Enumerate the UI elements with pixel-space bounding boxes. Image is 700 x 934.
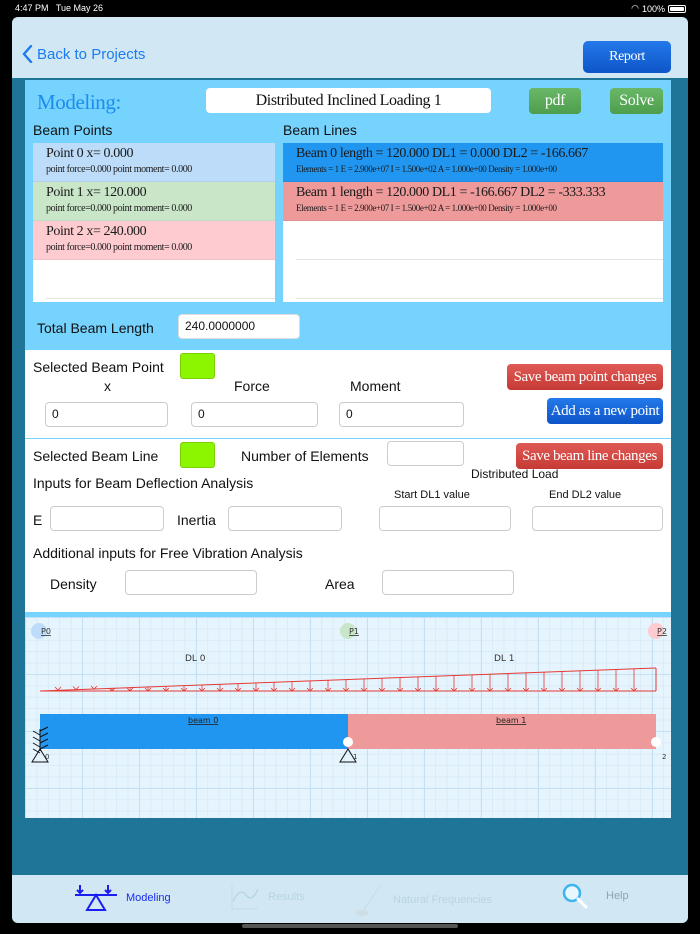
- save-beam-point-button[interactable]: Save beam point changes: [507, 364, 663, 390]
- project-name-field[interactable]: Distributed Inclined Loading 1: [206, 88, 491, 113]
- navigation-bar: [12, 17, 688, 79]
- graph-icon: [230, 883, 260, 911]
- node-1: [343, 737, 353, 747]
- density-label: Density: [50, 576, 97, 592]
- distributed-load-label: Distributed Load: [471, 467, 559, 481]
- beam-line-row[interactable]: Beam 1 length = 120.000 DL1 = -166.667 DL2 = -333.333 Elements = 1 E = 2.900e+07 I = 1.500e+02 A = 1.000e+00 Density = 1.000e+00: [283, 182, 663, 221]
- svg-text:P2: P2: [657, 627, 667, 636]
- moment-input[interactable]: 0: [339, 402, 464, 427]
- report-button[interactable]: Report: [583, 41, 671, 73]
- area-label: Area: [325, 576, 355, 592]
- tab-modeling[interactable]: Modeling: [74, 883, 171, 913]
- battery-percent: 100%: [641, 3, 665, 14]
- back-to-projects-button[interactable]: [22, 45, 145, 63]
- x-label: x: [104, 378, 111, 394]
- selected-beam-point-label: Selected Beam Point: [33, 359, 164, 375]
- svg-text:0: 0: [45, 753, 50, 761]
- beam-points-list[interactable]: [33, 143, 275, 302]
- magnifier-icon: [562, 883, 588, 909]
- pdf-button[interactable]: pdf: [529, 88, 581, 114]
- total-beam-length-label: Total Beam Length: [37, 320, 154, 336]
- tab-bar: [12, 875, 688, 923]
- force-label: Force: [234, 378, 270, 394]
- node-2: [651, 737, 661, 747]
- home-indicator[interactable]: [242, 924, 458, 928]
- tab-natural-frequencies[interactable]: Natural Frequencies: [355, 883, 492, 917]
- svg-text:DL 1: DL 1: [494, 654, 515, 664]
- start-dl1-label: Start DL1 value: [394, 489, 470, 501]
- number-of-elements-input[interactable]: [387, 441, 464, 466]
- save-beam-line-button[interactable]: Save beam line changes: [516, 443, 663, 469]
- balance-beam-icon: [74, 883, 118, 913]
- back-label: Back to Projects: [37, 45, 146, 63]
- beam-point-row[interactable]: Point 0 x= 0.000 point force=0.000 point moment= 0.000: [33, 143, 275, 182]
- e-input[interactable]: [50, 506, 164, 531]
- e-label: E: [33, 512, 43, 528]
- beam-lines-list[interactable]: [283, 143, 663, 302]
- status-time: 4:47 PM Tue May 26: [15, 3, 104, 13]
- section-divider: [25, 438, 671, 439]
- empty-row: [46, 260, 275, 299]
- x-input[interactable]: 0: [45, 402, 168, 427]
- area-input[interactable]: [382, 570, 514, 595]
- battery-icon: [668, 5, 686, 13]
- status-right: [631, 3, 686, 14]
- density-input[interactable]: [125, 570, 257, 595]
- end-dl2-input[interactable]: [532, 506, 663, 531]
- solve-button[interactable]: Solve: [610, 88, 663, 114]
- add-new-point-button[interactable]: Add as a new point: [547, 398, 663, 424]
- app-window: [12, 17, 688, 923]
- tab-help[interactable]: Help: [562, 883, 629, 909]
- model-overview-section: [25, 80, 671, 350]
- selected-point-color-swatch[interactable]: [180, 353, 215, 379]
- force-input[interactable]: 0: [191, 402, 318, 427]
- editor-section: [25, 350, 671, 612]
- beam-line-row[interactable]: Beam 0 length = 120.000 DL1 = 0.000 DL2 = -166.667 Elements = 1 E = 2.900e+07 I = 1.500e+02 A = 1.000e+00 Density = 1.000e+00: [283, 143, 663, 182]
- number-of-elements-label: Number of Elements: [241, 448, 369, 464]
- beam-point-row[interactable]: Point 2 x= 240.000 point force=0.000 point moment= 0.000: [33, 221, 275, 260]
- selected-line-color-swatch[interactable]: [180, 442, 215, 468]
- deflection-inputs-label: Inputs for Beam Deflection Analysis: [33, 475, 254, 491]
- inertia-input[interactable]: [228, 506, 342, 531]
- tab-results[interactable]: Results: [230, 883, 305, 911]
- svg-text:2: 2: [662, 753, 667, 761]
- beam-point-row[interactable]: Point 1 x= 120.000 point force=0.000 point moment= 0.000: [33, 182, 275, 221]
- start-dl1-input[interactable]: [379, 506, 511, 531]
- beam-diagram: [25, 617, 671, 818]
- tuning-fork-icon: [355, 883, 385, 917]
- total-beam-length-input[interactable]: 240.0000000: [178, 314, 300, 339]
- beam-points-label: Beam Points: [33, 122, 113, 138]
- empty-row: [296, 221, 663, 260]
- svg-text:1: 1: [353, 753, 358, 761]
- page-title: Modeling:: [37, 90, 121, 114]
- svg-text:beam 0: beam 0: [188, 716, 219, 725]
- inertia-label: Inertia: [177, 512, 216, 528]
- chevron-left-icon: [22, 45, 33, 63]
- selected-beam-line-label: Selected Beam Line: [33, 448, 159, 464]
- end-dl2-label: End DL2 value: [549, 489, 622, 501]
- empty-row: [296, 260, 663, 299]
- moment-label: Moment: [350, 378, 401, 394]
- svg-text:P0: P0: [41, 627, 51, 636]
- beam-lines-label: Beam Lines: [283, 122, 357, 138]
- vibration-inputs-label: Additional inputs for Free Vibration Analysis: [33, 545, 303, 561]
- modeling-panel: [25, 80, 671, 818]
- beam-diagram-canvas[interactable]: [25, 612, 671, 818]
- status-bar: [0, 0, 700, 18]
- svg-text:DL 0: DL 0: [185, 654, 206, 664]
- svg-text:P1: P1: [349, 627, 359, 636]
- svg-text:beam 1: beam 1: [496, 716, 527, 725]
- wifi-icon: ◠: [631, 3, 639, 13]
